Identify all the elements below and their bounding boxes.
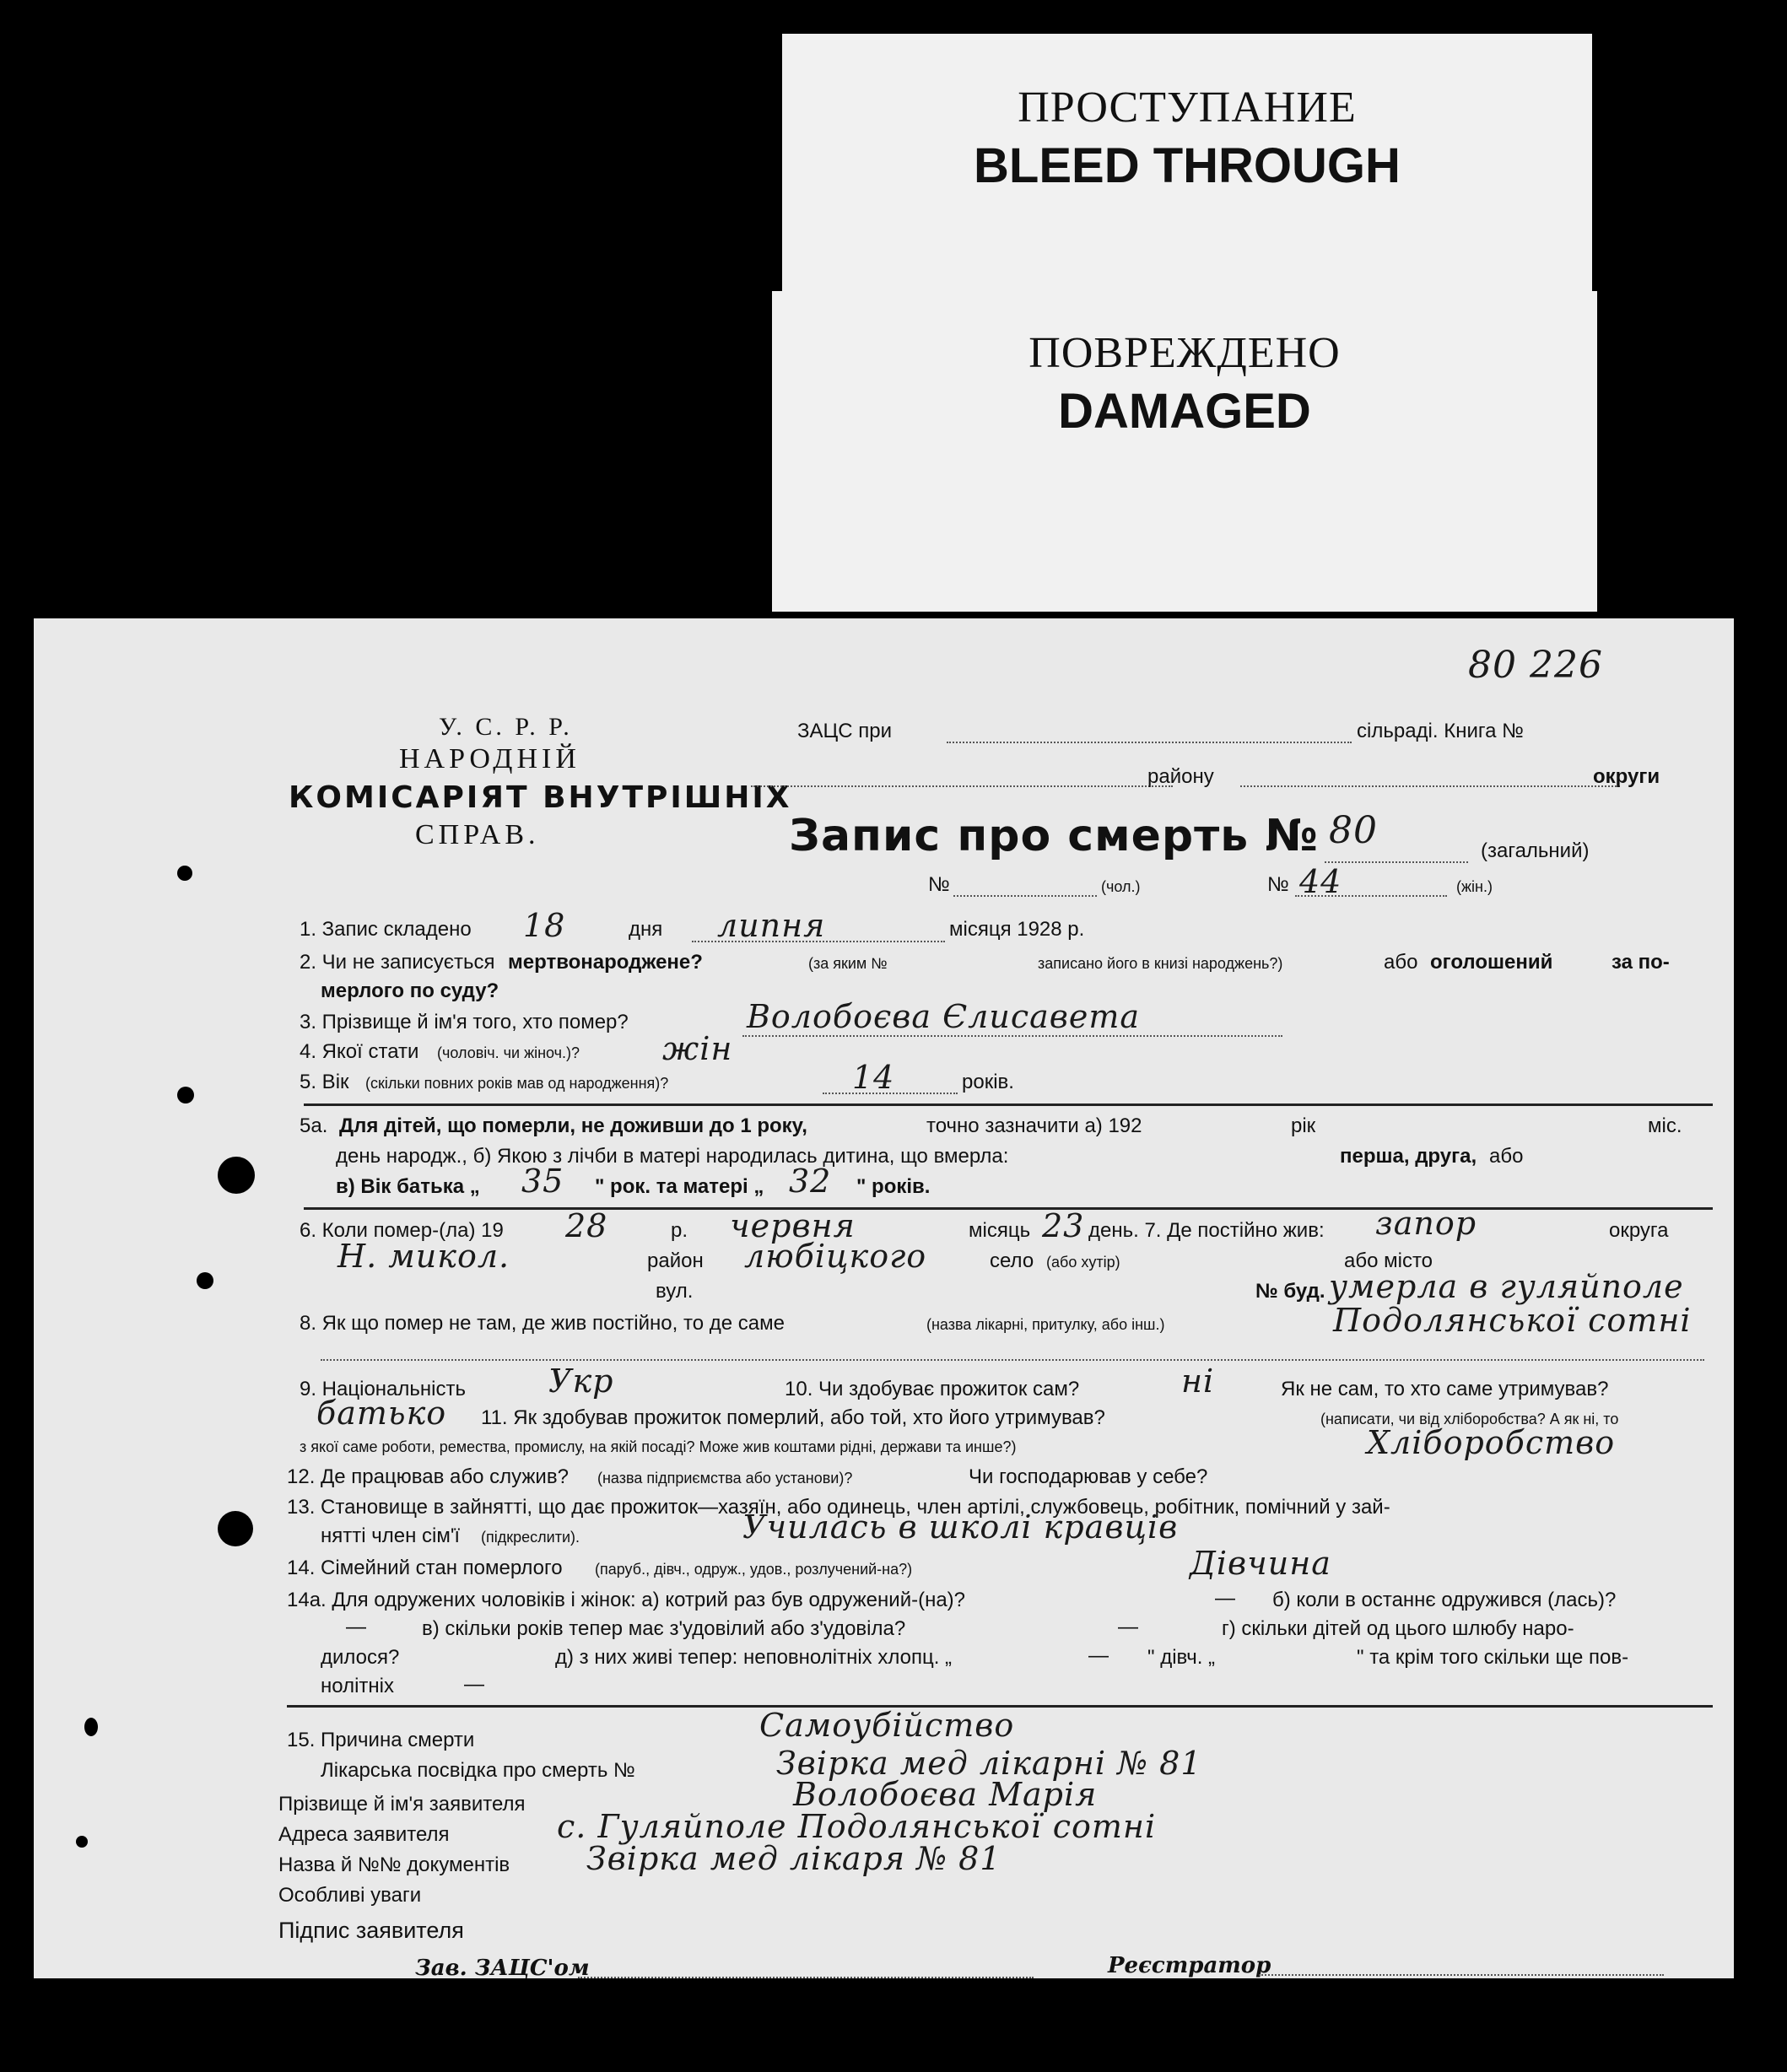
f2-d: записано його в книзі народжень?): [1038, 955, 1283, 972]
f5a-line3a: в) Вік батька „: [336, 1175, 480, 1198]
page-title: Запис про смерть №: [789, 811, 1319, 861]
f6-b: р.: [671, 1219, 688, 1242]
no-female-label: №: [1267, 873, 1289, 896]
okrug-line: [1240, 785, 1620, 787]
f8-line: [321, 1359, 1704, 1361]
f5a-line2a: день народж., б) Якою з лічби в матері народилась дитина, що вмерла:: [336, 1145, 1009, 1168]
f10-label: 10. Чи здобуває прожиток сам?: [785, 1378, 1080, 1400]
punch-hole: [197, 1272, 213, 1289]
f7-okrug-value: запор: [1375, 1205, 1477, 1242]
applicant-label: Прізвище й ім'я заявителя: [278, 1793, 526, 1816]
f10-value: ні: [1181, 1362, 1215, 1400]
f5a-mother-age: 32: [789, 1163, 832, 1200]
f5a-e: міс.: [1648, 1114, 1682, 1137]
f15-label: 15. Причина смерти: [287, 1729, 475, 1751]
male-number-line: [953, 895, 1097, 897]
f14a-d: г) скільки дітей од цього шлюбу наро-: [1222, 1617, 1574, 1640]
f5a-c: точно зазначити а) 192: [926, 1114, 1142, 1137]
f4-small: (чоловіч. чи жіноч.)?: [437, 1044, 580, 1061]
f14a-f-value: —: [1088, 1644, 1109, 1667]
f6-d: день. 7. Де постійно жив:: [1088, 1219, 1325, 1242]
f11-small: (написати, чи від хліборобства? А як ні, то: [1320, 1411, 1619, 1427]
f14a-a-value: —: [1215, 1587, 1235, 1610]
f5a-line3b: " рок. та матері „: [595, 1175, 764, 1198]
registrar-label: Реєстратор: [1108, 1953, 1271, 1978]
f5a-line2b: перша, друга,: [1340, 1145, 1477, 1168]
section-divider: [304, 1103, 1713, 1106]
docs-value: Звірка мед лікаря № 81: [586, 1840, 1001, 1877]
punch-hole: [177, 866, 192, 881]
f13-small: (підкреслити).: [481, 1529, 580, 1546]
f8-small: (назва лікарні, притулку, або інш.): [926, 1316, 1165, 1333]
f6-c: місяць: [969, 1219, 1031, 1242]
general-label: (загальний): [1481, 839, 1590, 862]
bleed-through-ru: ПРОСТУПАНИЕ: [1018, 84, 1357, 132]
f15-certificate-value: Звірка мед лікарні № 81: [776, 1745, 1202, 1782]
f8-value-1: умерла в гуляйполе: [1329, 1268, 1684, 1305]
address-label: Адреса заявителя: [278, 1823, 450, 1846]
f1-day: 18: [523, 907, 566, 944]
f14a-c-value: —: [346, 1616, 366, 1638]
f15-b: Лікарська посвідка про смерть №: [321, 1759, 635, 1782]
f11-label: 11. Як здобував прожиток померлий, або той, хто його утримував?: [481, 1406, 1105, 1429]
f14a-g: " дівч. „: [1147, 1646, 1216, 1669]
registrar-signature-line: [1259, 1974, 1664, 1976]
f3-line: [742, 1035, 1282, 1037]
f14a-c2-value: —: [1118, 1616, 1138, 1638]
f14a-h: " та крім того скільки ще пов-: [1357, 1646, 1629, 1669]
head-signature-line: [578, 1977, 1034, 1978]
f12-b: Чи господарював у себе?: [969, 1465, 1208, 1488]
f5a-line2c: або: [1489, 1145, 1524, 1168]
f5-small: (скільки повних років мав од народження)?: [365, 1075, 669, 1092]
section-divider: [304, 1207, 1713, 1210]
f2-f: оголошений: [1430, 951, 1553, 974]
f14a-f: д) з них живі тепер: неповнолітніх хлопц. „: [555, 1646, 953, 1669]
punch-hole: [84, 1718, 98, 1736]
death-record-form: [34, 618, 1734, 1981]
f14-value: Дівчина: [1190, 1545, 1331, 1582]
corner-annotation: 80 226: [1468, 644, 1603, 687]
f8-value-2: Подолянської сотні: [1333, 1302, 1692, 1339]
damaged-en: DAMAGED: [1058, 384, 1311, 439]
f14a-b: б) коли в останнє одружився (лась)?: [1272, 1589, 1617, 1611]
applicant-value: Волобоєва Марія: [793, 1776, 1098, 1813]
f3-value: Волобоєва Єлисавета: [747, 998, 1141, 1035]
rayon-line: [751, 785, 1173, 787]
f5a-a: 5а.: [300, 1114, 328, 1137]
f6-line3-a: вул.: [656, 1280, 694, 1303]
f5a-b: Для дітей, що померли, не доживши до 1 року,: [339, 1114, 807, 1137]
f6-line2-b: район: [647, 1249, 704, 1272]
f5-label: 5. Вік: [300, 1071, 349, 1093]
f14-small: (паруб., дівч., одруж., удов., розлучений-на?): [595, 1561, 913, 1578]
docs-label: Назва й №№ документів: [278, 1853, 510, 1876]
damaged-ru: ПОВРЕЖДЕНО: [1028, 329, 1341, 377]
f9-value: Укр: [548, 1362, 614, 1400]
record-number: 80: [1329, 809, 1378, 852]
male-label: (чол.): [1101, 878, 1141, 895]
f2-c: (за яким №: [808, 955, 888, 972]
silrada-book-label: сільраді. Книга №: [1357, 720, 1524, 742]
f6-day: 23: [1042, 1207, 1085, 1244]
f6-year: 28: [565, 1207, 608, 1244]
rayon-label: району: [1147, 765, 1214, 788]
f3-label: 3. Прізвище й ім'я того, хто помер?: [300, 1011, 629, 1033]
f6-month: червня: [730, 1207, 856, 1244]
f6-line2-c: село: [990, 1249, 1034, 1272]
org-line-2: НАРОДНІЙ: [399, 743, 580, 774]
f5a-line3c: " років.: [856, 1175, 931, 1198]
f6-e: округа: [1609, 1219, 1669, 1242]
f1-dnya: дня: [629, 918, 663, 941]
f1-label: 1. Запис складено: [300, 918, 472, 941]
record-number-line: [1325, 861, 1468, 863]
f1-month: липня: [717, 907, 826, 944]
f13-value: Училась в школі кравців: [742, 1508, 1179, 1546]
f5a-d: рік: [1291, 1114, 1316, 1137]
bleed-through-card: [782, 34, 1592, 322]
f13-b: нятті член сім'ї: [321, 1524, 461, 1547]
f5-value: 14: [852, 1059, 895, 1096]
f11-value: Хліборобство: [1367, 1424, 1616, 1461]
zags-label: ЗАЦС при: [797, 720, 893, 742]
f2-e: або: [1384, 951, 1418, 974]
f4-value: жін: [662, 1030, 733, 1067]
org-line-4: СПРАВ.: [415, 819, 540, 850]
f14a-label: 14а. Для одружених чоловіків і жінок: а) котрий раз був одружений-(на)?: [287, 1589, 966, 1611]
f6-line2-d: (або хутір): [1046, 1254, 1120, 1271]
f5-tail: років.: [962, 1071, 1014, 1093]
f12-label: 12. Де працював або служив?: [287, 1465, 569, 1488]
f9-label: 9. Національність: [300, 1378, 466, 1400]
f2-a: 2. Чи не записується: [300, 951, 495, 974]
f6-line3-c: № буд.: [1255, 1280, 1325, 1303]
address-value: с. Гуляйполе Подолянської сотні: [557, 1808, 1157, 1845]
female-number: 44: [1299, 863, 1342, 900]
f11-line2: з якої саме роботи, ремества, промислу, на якій посаді? Може жив коштами рідні, держави та инше?): [300, 1438, 1017, 1455]
f5a-father-age: 35: [521, 1163, 564, 1200]
punch-hole: [177, 1087, 194, 1103]
punch-hole: [218, 1511, 253, 1546]
f7-district-value: любіцкого: [744, 1238, 927, 1275]
f4-label: 4. Якої стати: [300, 1040, 419, 1063]
f1-tail: місяця 1928 р.: [949, 918, 1085, 941]
f5-line: [823, 1093, 958, 1094]
head-label: Зав. ЗАЦС'ом: [415, 1956, 590, 1981]
f13-label: 13. Становище в зайнятті, що дає прожиток—хазяїн, або одинець, член артілі, службовець, робітник, помічний у зай-: [287, 1496, 1390, 1519]
f15-value: Самоубійство: [759, 1707, 1015, 1744]
no-male-label: №: [928, 873, 950, 896]
f14a-c: в) скільки років тепер має з'удовілий або з'удовіла?: [422, 1617, 906, 1640]
f12-small: (назва підприємства або установи)?: [597, 1470, 853, 1487]
f6-a: 6. Коли помер-(ла) 19: [300, 1219, 504, 1242]
f2-g: за по-: [1612, 951, 1670, 974]
f10-b: Як не сам, то хто саме утримував?: [1281, 1378, 1609, 1400]
org-line-3: КОМІСАРІЯТ ВНУТРІШНІХ: [289, 780, 792, 815]
notes-label: Особливі уваги: [278, 1884, 422, 1907]
punch-hole: [218, 1157, 255, 1194]
f6-line3-b: або місто: [1344, 1249, 1433, 1272]
f14a-e: дилося?: [321, 1646, 400, 1669]
f1-month-line: [692, 941, 945, 942]
f14-label: 14. Сімейний стан померлого: [287, 1557, 563, 1579]
bleed-through-en: BLEED THROUGH: [974, 138, 1401, 193]
female-number-line: [1295, 895, 1447, 897]
f14a-i-value: —: [464, 1673, 484, 1696]
org-line-1: У. С. Р. Р.: [439, 713, 573, 741]
damaged-card: [772, 291, 1597, 612]
f11-supporter-value: батько: [316, 1395, 447, 1432]
female-label: (жін.): [1456, 878, 1493, 895]
punch-hole: [76, 1836, 88, 1848]
f2-h: мерлого по суду?: [321, 979, 499, 1002]
okrug-label: округи: [1593, 765, 1660, 788]
f8-label: 8. Як що помер не там, де жив постійно, то де саме: [300, 1312, 785, 1335]
zags-line: [947, 742, 1352, 743]
sign-label: Підпис заявителя: [278, 1918, 464, 1943]
f7-town-value: Н. микол.: [337, 1238, 510, 1275]
f2-b: мертвонароджене?: [508, 951, 703, 974]
f14a-i: нолітніх: [321, 1675, 394, 1697]
